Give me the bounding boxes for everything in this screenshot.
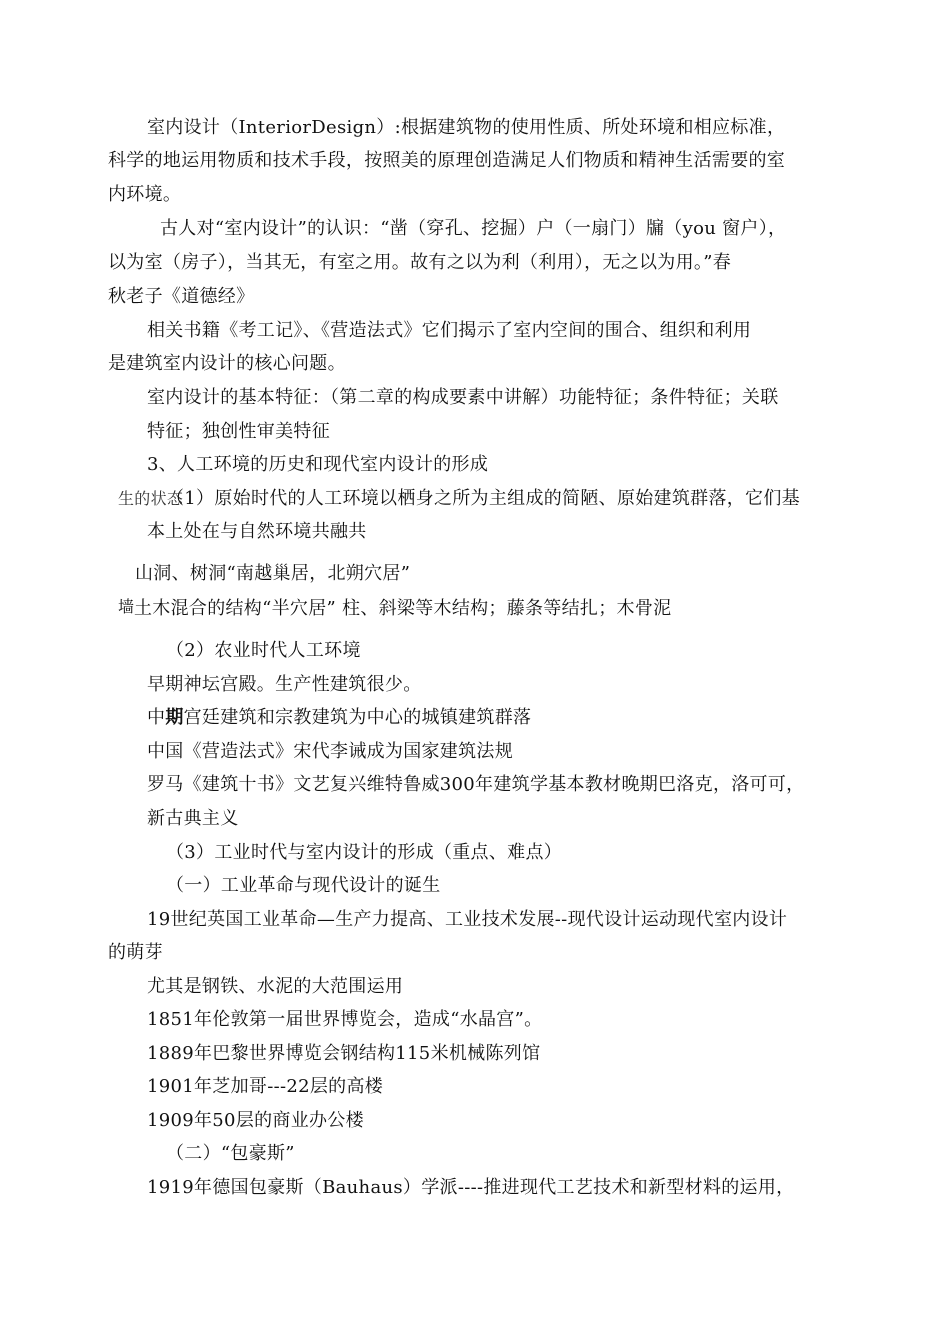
mid-prefix: 中 [147,707,166,728]
wall-line: 土木混合的结构“半穴居” 柱、斜梁等木结构；藤条等结扎；木骨泥 [134,598,672,619]
primitive-era-line2: 本上处在与自然环境共融共 [147,521,367,542]
year-1919: 1919年德国包豪斯（Bauhaus）学派----推进现代工艺技术和新型材料的运用， [147,1177,795,1198]
sub-heading-2: （二）“包豪斯” [166,1143,295,1164]
para-ancient-line2: 以为室（房子），当其无，有室之用。故有之以为利（利用），无之以为用。”春 [108,252,731,273]
para-ancient-line1: 古人对“室内设计”的认识：“凿（穿孔、挖掘）户（一扇门）牖（you 窗户）， [160,218,787,239]
primitive-era-line1: （1）原始时代的人工环境以栖身之所为主组成的简陋、原始建筑群落，它们基 [166,488,800,509]
early-line: 早期神坛宫殿。生产性建筑很少。 [147,674,422,695]
wall-prefix: 墙 [118,597,135,616]
cave-line: 山洞、树洞“南越巢居，北朔穴居” [135,563,411,584]
rome-line2: 新古典主义 [147,808,239,829]
mid-bold: 期 [165,707,184,728]
para-features-line1: 室内设计的基本特征：（第二章的构成要素中讲解）功能特征；条件特征；关联 [147,387,779,408]
year-1909: 1909年50层的商业办公楼 [147,1110,364,1131]
year-1889: 1889年巴黎世界博览会钢结构115米机械陈列馆 [147,1043,541,1064]
agri-era-heading: （2）农业时代人工环境 [166,640,361,661]
steel-line: 尤其是钢铁、水泥的大范围运用 [147,976,404,997]
c19-line1: 19世纪英国工业革命—生产力提高、工业技术发展--现代设计运动现代室内设计 [147,909,788,930]
sub-heading-1: （一）工业革命与现代设计的诞生 [166,875,441,896]
year-1851: 1851年伦敦第一届世界博览会，造成“水晶宫”。 [147,1009,543,1030]
mid-rest: 宫廷建筑和宗教建筑为中心的城镇建筑群落 [183,707,532,728]
para-definition-line3: 内环境。 [108,184,182,205]
section-3-heading: 3、人工环境的历史和现代室内设计的形成 [147,454,489,475]
para-books-line1: 相关书籍《考工记》、《营造法式》它们揭示了室内空间的围合、组织和利用 [147,320,752,341]
para-definition-line2: 科学的地运用物质和技术手段，按照美的原理创造满足人们物质和精神生活需要的室 [108,150,786,171]
para-books-line2: 是建筑室内设计的核心问题。 [108,353,346,374]
rome-line1: 罗马《建筑十书》文艺复兴维特鲁威300年建筑学基本教材晚期巴洛克，洛可可， [147,774,805,795]
mid-line [147,707,531,729]
china-line: 中国《营造法式》宋代李诫成为国家建筑法规 [147,741,513,762]
overlap-text: 生的状态 [118,489,184,508]
para-ancient-line3: 秋老子《道德经》 [108,286,255,307]
industrial-era-heading: （3）工业时代与室内设计的形成（重点、难点） [166,842,563,863]
c19-line2: 的萌芽 [108,942,163,963]
para-definition-line1: 室内设计（InteriorDesign）:根据建筑物的使用性质、所处环境和相应标准， [147,117,786,138]
para-features-line2: 特征；独创性审美特征 [147,421,330,442]
year-1901: 1901年芝加哥---22层的高楼 [147,1076,384,1097]
